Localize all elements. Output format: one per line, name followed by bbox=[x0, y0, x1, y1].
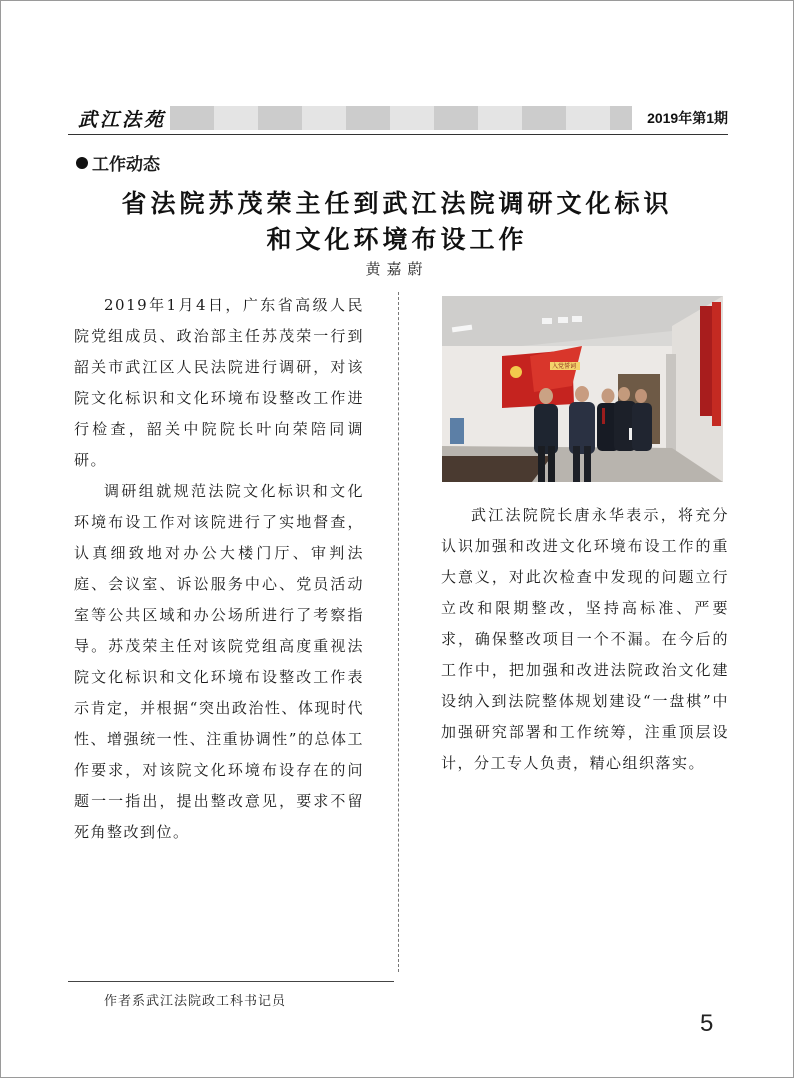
header-band bbox=[170, 106, 632, 130]
paragraph: 调研组就规范法院文化标识和文化环境布设工作对该院进行了实地督查，认真细致地对办公大楼门厅、审判法庭、会议室、诉讼服务中心、党员活动室等公共区域和办公场所进行了考察指导。苏茂荣主任对该院党组高度重视法院文化标识和文化环境布设整改工作表示肯定，并根据“突出政治性、体现时代性、增强统一性、注重协调性”的总体工作要求，对该院文化环境布设存在的问题一一指出，提出整改意见，要求不留死角整改到位。 bbox=[74, 482, 364, 841]
article-title-line-1: 省法院苏茂荣主任到武江法院调研文化标识 bbox=[121, 189, 673, 218]
paragraph: 武江法院院长唐永华表示，将充分认识加强和改进文化环境布设工作的重大意义，对此次检查中发现的问题立行立改和限期整改，坚持高标准、严要求，确保整改项目一个不漏。在今后的工作中，把加强和改进法院政治文化建设纳入到法院整体规划建设“一盘棋”中加强研究部署和工作统筹，注重顶层设计，分工专人负责，精心组织落实。 bbox=[441, 506, 729, 772]
journal-name: 武江法苑 bbox=[78, 108, 167, 131]
article-photo bbox=[442, 296, 723, 482]
page-number: 5 bbox=[700, 1010, 714, 1037]
left-column bbox=[74, 290, 364, 848]
article-title-line-2: 和文化环境布设工作 bbox=[266, 225, 528, 254]
bullet-icon bbox=[76, 157, 88, 169]
section-label: 工作动态 bbox=[92, 155, 160, 175]
issue-label: 2019年第1期 bbox=[647, 110, 728, 126]
header-rule bbox=[68, 134, 728, 135]
running-header bbox=[68, 104, 728, 132]
column-divider bbox=[398, 292, 399, 972]
mural-sign-text: 入党誓词 bbox=[551, 363, 577, 370]
paragraph: 2019年1月4日，广东省高级人民院党组成员、政治部主任苏茂荣一行到韶关市武江区人民法院进行调研，对该院文化标识和文化环境布设整改工作进行检查，韶关中院院长叶向荣陪同调研。 bbox=[74, 296, 364, 469]
footnote-rule bbox=[68, 981, 394, 982]
section-heading bbox=[76, 150, 160, 175]
author-footnote: 作者系武江法院政工科书记员 bbox=[104, 994, 287, 1009]
right-column bbox=[441, 500, 729, 779]
article-author: 黄嘉蔚 bbox=[365, 260, 429, 278]
